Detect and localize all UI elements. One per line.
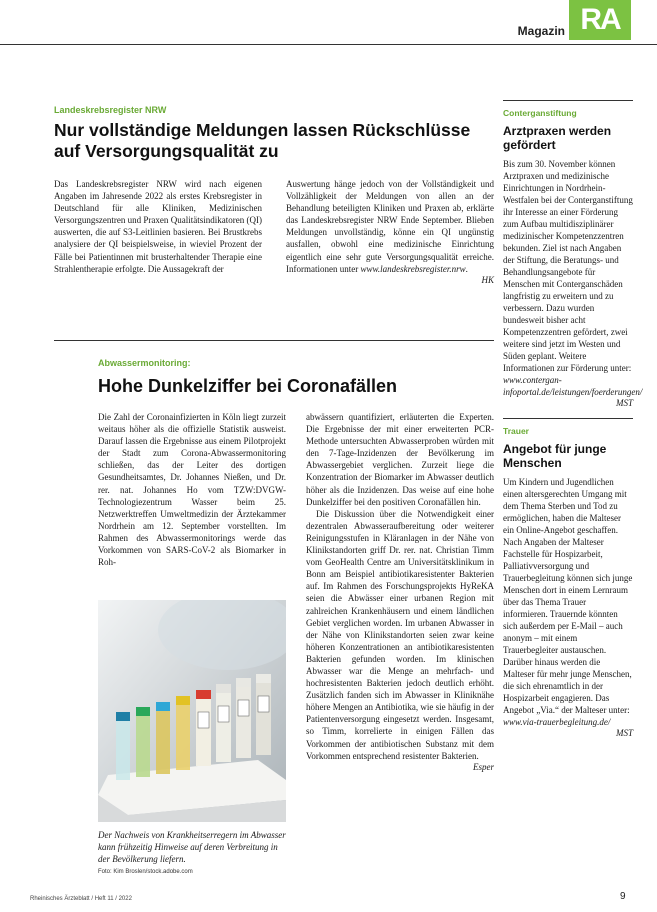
page-header [0,0,657,45]
sidebar-body [503,476,633,728]
author-signature: MST [615,398,633,408]
article-body-cont: Auswertung hänge jedoch von der Vollständigkeit und Vollzähligkeit der Meldungen von allen an der Behandlung beteiligten Kliniken und Praxen ab, erklärte das Landeskrebsregister NRW Ende September. Blieben Meldungen unvollständig, könne ein QI ungünstig ausfallen, obwohl eine medizinische Einrichtung eigentlich eine sehr gute Versorgungsqualität erreiche. Informationen unter www.landeskrebsregister.nrw. [286,179,494,274]
sidebar-box-contergan [503,108,643,408]
sidebar-body [503,158,643,398]
sidebar-headline: Angebot für junge Menschen [503,442,607,470]
article-body: Die Zahl der Coronainfizierten in Köln liegt zurzeit weitaus höher als die offizielle Statistik ausweist. Darauf lassen die Ergebnisse aus einem Pilotprojekt der Stadt zum Corona-Abwassermonitoring schließen, das der Leiter des dortigen Gesundheitsamtes, Dr. Johannes Nießen, und Dr. rer. nat. Johannes Ho vom TZW:DVGW-Technologiezentrum Wasser beim 25. Netzwerktreffen Umweltmedizin der Ärztekammer Nordrhein am 12. September vorstellten. Im Rahmen des Abwassermonitorings werde das Vorkommen von SARS-CoV-2 als Biomarker in Roh- [98,412,286,568]
article-column-2 [306,411,494,772]
article-kicker: Landeskrebsregister NRW [54,105,167,115]
photo-credit: Foto: Kim Broslen/stock.adobe.com [98,869,193,875]
article-divider [54,340,494,341]
article-body-p2: Die Diskussion über die Notwendigkeit einer dezentralen Abwasseraufbereitung oder weiterer Reinigungsstufen in Kläranlagen in der Nähe von Klinikstandorten griff Dr. rer. nat. Christian Timm vom GeoHealth Centre am Universitätsklinikum in Bonn am Beispiel antibiotikaresistenter Bakterien auf. Im Rahmen des Forschungsprojekts HyReKA seien die Abwässer einer urbanen Region mit zahlreichen Krankenhäusern und einem ländlichen Gebiet verglichen worden. Im urbanen Abwasser in der Nähe von Klinikstandorten seien zwar keine höheren Konzentrationen an antibiotikaresistenten Bakterien gefunden worden. Im klinischen Abwasser war die Menge an mehrfach- und hochresistenten Bakterien jedoch deutlich erhöht. Zusätzlich fanden sich im Abwasser in Kliniknähe höhere Mengen an Antibiotika, wie sie häufig in der Patientenversorgung eingesetzt werden. Insgesamt, so Timm, korrelierte in einigen Fällen das Vorkommen der antibiotischen Substanz mit dem Vorkommen entsprechend resistenter Bakterien. [306,508,494,761]
page-number: 9 [620,891,626,902]
article-krebsregister [54,100,494,285]
ra-logo: RA [569,0,631,40]
sidebar-kicker: Conterganstiftung [503,108,577,118]
article-body: Das Landeskrebsregister NRW wird nach eigenen Angaben im Jahresende 2022 als erstes Krebsregister in Deutschland für alle Kliniken, Medizinischen Versorgungszentren und Praxen Qualitätsindikatoren (QI) auswerten, die auf S3-Leitlinien basieren. Bei Brustkrebs analysiere der QI beispielsweise, in wieviel Prozent der Fälle bei Patientinnen mit brusterhaltender Therapie eine Strahlentherapie erfolgte. Die Aussagekraft der [54,179,262,274]
journal-footer: Rheinisches Ärzteblatt / Heft 11 / 2022 [30,896,132,902]
article-body-p1: abwässern quantifiziert, erläuterten die Experten. Die Ergebnisse der mit einer erweiterten PCR-Methode untersuchten Abwasserproben würden mit den 7-Tage-Inzidenzen der Bevölkerung im Abwassergebiet verglichen. Zurzeit liege die Konzentration der Biomarker im Abwasser deutlich höher als die Inzidenzen. Das weise auf eine hohe Dunkelziffer bei den positiven Coronafällen hin. [306,412,494,507]
trauer-link[interactable]: www.via-trauerbegleitung.de/ [503,717,611,727]
sidebar-text: Um Kindern und Jugendlichen einen altersgerechten Umgang mit dem Thema Sterben und Tod zu ermöglichen, haben die Malteser ein Online-Angebot geschaffen. Nach Angaben der Malteser Fachstelle für Hospizarbeit, Palliativversorgung und Trauerbegleitung können sich junge Menschen dort in einem Lernraum über das Thema Trauer informieren. Trauernde könnten sich außerdem per E-Mail – auch anonym – mit einem Trauerbegleiter austauschen. Darüber hinaus werden die Malteser für mehr junge Menschen, die sich ehrenamtlich in der Hospizarbeit engagieren. Das Angebot „Via.“ der Malteser unter: [503,477,633,715]
article-text: Auswertung hänge jedoch von der Vollständigkeit und Vollzähligkeit der Meldungen von allen an der Behandlung beteiligten Kliniken und Praxen ab, erklärte das Landeskrebsregister NRW Ende September. Blieben Meldungen unvollständig, könne ein QI ungünstig ausfallen, obwohl eine medizinische Einrichtung eigentlich eine sehr gute Versorgungsqualität erreiche. Informationen unter [286,179,494,274]
header-rule [0,44,657,45]
author-signature: MST [615,728,633,738]
photo-caption: Der Nachweis von Krankheitserregern im Abwasser kann frühzeitig Hinweise auf deren Verbreitung in der Bevölkerung liefern. [98,830,286,864]
lab-photo [98,600,286,822]
section-label: Magazin [517,24,565,38]
sidebar-headline: Arztpraxen werden gefördert [503,124,612,152]
author-signature: Esper [473,761,494,772]
krebsregister-link[interactable]: www.landeskrebsregister.nrw [360,263,466,274]
article-kicker: Abwassermonitoring: [98,358,191,368]
article-column-2 [286,178,494,285]
article-column-1 [54,178,262,285]
sidebar-kicker: Trauer [503,426,529,436]
article-headline: Hohe Dunkelziffer bei Coronafällen [98,376,398,396]
article-columns [54,178,494,285]
sidebar-text: Bis zum 30. November können Arztpraxen und medizinische Einrichtungen in Nordrhein-Westfalen bei der Conterganstiftung ihr Interesse an einer Förderung zum Aufbau multidisziplinärer medizinischer Kompetenzzentren bekunden. Ziel ist nach Angaben der Stiftung, die Beratungs- und Behandlungsangebote für Menschen mit Conterganschäden langfristig zu erweitern und zu verbessern. Dazu wurden bundesweit bisher acht Kompetenzzentren gefördert, zwei weitere sind jetzt im Westen und Süden geplant. Weitere Informationen zur Förderung unter: [503,159,633,373]
author-signature: HK [481,274,494,285]
sidebar [503,100,643,738]
article-headline: Nur vollständige Meldungen lassen Rückschlüsse auf Versorgungsqualität zu [54,120,471,161]
test-tubes-illustration [98,600,286,822]
sidebar-box-trauer [503,426,633,738]
sidebar-divider [503,418,633,419]
contergan-link[interactable]: www.contergan-infoportal.de/leistungen/foerderungen/ [503,375,643,397]
